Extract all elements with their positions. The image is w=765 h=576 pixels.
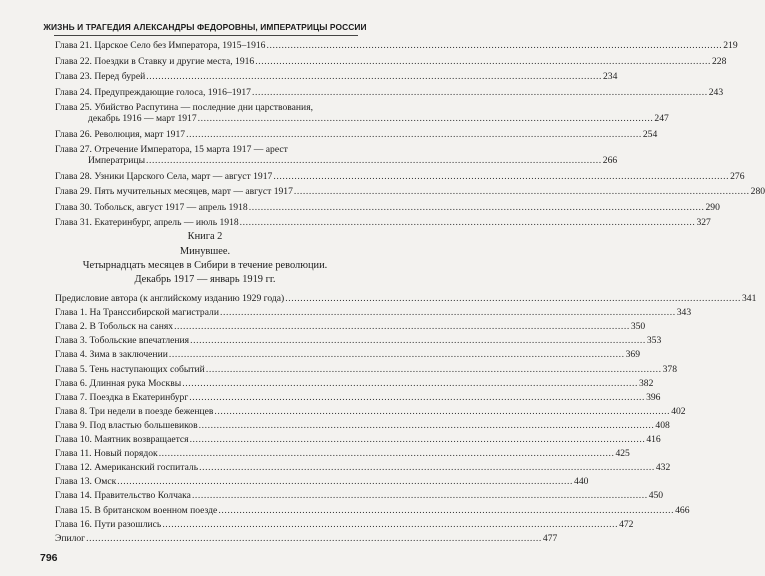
toc-entry <box>55 170 745 183</box>
toc-entry-title: Глава 23. Перед бурей <box>55 71 146 82</box>
dot-leader <box>190 335 646 347</box>
toc-entry-title: Глава 14. Правительство Колчака <box>55 490 191 502</box>
toc-entry-page: 234 <box>602 71 618 82</box>
toc-entry-page: 472 <box>619 518 634 530</box>
toc-entry <box>55 391 661 404</box>
toc-entry-page: 369 <box>625 349 640 361</box>
book-label: Книга 2 <box>187 231 223 242</box>
toc-entry-page: 425 <box>615 448 630 460</box>
toc-entry-page: 396 <box>646 391 661 403</box>
toc-entry-title-continued: декабрь 1916 — март 1917 <box>88 113 197 124</box>
toc-entry <box>55 55 727 68</box>
dot-leader <box>146 71 602 83</box>
page-number: 796 <box>40 552 58 564</box>
toc-entry-title: Глава 16. Пути разошлись <box>55 518 162 530</box>
dot-leader <box>174 321 630 333</box>
toc-entry <box>55 476 589 488</box>
toc-entry <box>55 405 686 418</box>
dot-leader <box>285 293 741 305</box>
toc-entry <box>55 201 720 214</box>
toc-entry <box>55 217 711 229</box>
toc-entry-title: Глава 9. Под властью большевиков <box>55 419 198 431</box>
toc-entry-page: 378 <box>662 363 677 375</box>
toc-entry-title: Глава 2. В Тобольск на санях <box>55 321 174 333</box>
toc-entry-title: Глава 8. Три недели в поезде беженцев <box>55 405 214 417</box>
toc-entry-page: 254 <box>642 128 658 140</box>
running-header: ЖИЗНЬ И ТРАГЕДИЯ АЛЕКСАНДРЫ ФЕДОРОВНЫ, ИМПЕРАТРИЦЫ РОССИИ <box>43 22 367 32</box>
toc-entry-title: Эпилог <box>55 532 86 544</box>
toc-entry-page: 343 <box>676 307 692 319</box>
dot-leader <box>240 217 696 229</box>
toc-entry <box>55 448 630 460</box>
toc-entry-page: 219 <box>723 40 738 51</box>
toc-entry <box>55 128 658 141</box>
toc-entry-title: Предисловие автора (к английскому изданию 1929 года) <box>55 293 285 304</box>
book-title-line-2: Декабрь 1917 — январь 1919 гг. <box>134 274 276 285</box>
toc-entry-title: Глава 6. Длинная рука Москвы <box>55 377 182 389</box>
dot-leader <box>206 364 662 376</box>
dot-leader <box>294 186 750 198</box>
toc-entry-title: Глава 25. Убийство Распутина — последние дни царствования, <box>55 102 314 113</box>
toc-entry <box>55 40 738 52</box>
dot-leader <box>186 129 642 141</box>
dot-leader <box>252 87 708 99</box>
toc-entry <box>55 186 765 198</box>
toc-entry-page: 228 <box>712 55 727 67</box>
toc-entry-page: 266 <box>602 155 618 166</box>
toc-entry-title: Глава 10. Маятник возвращается <box>55 434 189 445</box>
toc-entry-title: Глава 4. Зима в заключении <box>55 349 168 361</box>
toc-entry <box>55 86 724 99</box>
dot-leader <box>169 349 625 361</box>
toc-entry <box>55 321 646 333</box>
toc-entry <box>55 490 664 502</box>
toc-entry-title: Глава 24. Предупреждающие голоса, 1916–1917 <box>55 86 251 98</box>
toc-entry-title: Глава 3. Тобольские впечатления <box>55 335 190 347</box>
toc-entry-page: 327 <box>696 217 711 228</box>
toc-entry-page: 440 <box>574 476 589 488</box>
toc-entry <box>55 419 670 432</box>
toc-entry-title: Глава 13. Омск <box>55 476 117 488</box>
toc-entry <box>55 532 558 545</box>
dot-leader <box>198 113 654 125</box>
toc-entry-title: Глава 5. Тень наступающих событий <box>55 363 205 375</box>
toc-entry-page: 247 <box>654 113 669 124</box>
toc-entry-page: 350 <box>630 321 646 333</box>
toc-entry-page: 243 <box>708 86 724 98</box>
dot-leader <box>273 171 729 183</box>
toc-entry <box>55 335 662 347</box>
dot-leader <box>86 533 542 545</box>
dot-leader <box>199 420 655 432</box>
dot-leader <box>192 490 648 502</box>
dot-leader <box>190 434 646 446</box>
toc-entry <box>55 504 690 517</box>
dot-leader <box>182 378 638 390</box>
toc-entry-page: 432 <box>655 462 671 474</box>
toc-entry <box>55 363 677 376</box>
book-title-line-1: Четырнадцать месяцев в Сибири в течение революции. <box>82 260 328 271</box>
toc-entry-title: Глава 22. Поездки в Ставку и другие места, 1916 <box>55 55 255 67</box>
toc-entry-page: 466 <box>675 504 690 516</box>
dot-leader <box>220 307 676 319</box>
dot-leader <box>214 406 670 418</box>
toc-entry-title: Глава 26. Революция, март 1917 <box>55 128 186 140</box>
toc-entry-title: Глава 30. Тобольск, август 1917 — апрель 1918 <box>55 201 248 213</box>
toc-entry-title: Глава 15. В британском военном поезде <box>55 504 218 516</box>
toc-entry <box>55 434 661 446</box>
toc-entry-title: Глава 7. Поездка в Екатеринбург <box>55 391 189 403</box>
dot-leader <box>146 155 602 167</box>
toc-entry <box>55 377 654 390</box>
toc-entry-page: 382 <box>638 377 654 389</box>
header-rule <box>54 35 358 36</box>
dot-leader <box>249 202 705 214</box>
toc-entry-page: 353 <box>646 335 662 347</box>
toc-entry-title: Глава 1. На Транссибирской магистрали <box>55 307 219 319</box>
dot-leader <box>266 40 722 52</box>
toc-entry-page: 280 <box>750 186 765 197</box>
dot-leader <box>162 519 618 531</box>
toc-entry <box>55 293 757 305</box>
toc-entry-continuation <box>88 155 618 167</box>
toc-entry-title: Глава 28. Узники Царского Села, март — август 1917 <box>55 170 273 182</box>
dot-leader <box>117 476 573 488</box>
toc-entry-page: 416 <box>646 434 661 445</box>
toc-entry-page: 290 <box>705 201 720 213</box>
toc-entry-page: 450 <box>648 490 664 502</box>
toc-entry <box>55 349 640 361</box>
toc-entry-title: Глава 31. Екатеринбург, апрель — июль 1918 <box>55 217 239 228</box>
toc-entry-page: 477 <box>542 532 558 544</box>
toc-entry-page: 341 <box>742 293 757 304</box>
toc-entry <box>55 71 618 83</box>
toc-entry-continuation <box>88 113 669 125</box>
toc-entry-title: Глава 29. Пять мучительных месяцев, март — август 1917 <box>55 186 293 197</box>
dot-leader <box>218 505 674 517</box>
toc-entry <box>55 462 671 474</box>
dot-leader <box>199 462 655 474</box>
toc-entry-title: Глава 12. Американский госпиталь <box>55 462 199 474</box>
toc-entry-title: Глава 11. Новый порядок <box>55 448 158 460</box>
book-subtitle: Минувшее. <box>179 246 231 257</box>
toc-entry-title: Глава 21. Царское Село без Императора, 1915–1916 <box>55 40 266 51</box>
toc-entry <box>55 518 634 531</box>
dot-leader <box>255 56 711 68</box>
toc-entry-page: 408 <box>655 419 670 431</box>
toc-entry <box>55 307 692 319</box>
dot-leader <box>189 392 645 404</box>
toc-entry-page: 276 <box>730 170 745 182</box>
dot-leader <box>159 448 615 460</box>
toc-entry-title: Глава 27. Отречение Императора, 15 марта 1917 — арест <box>55 144 288 155</box>
toc-entry-page: 402 <box>671 405 686 417</box>
toc-entry-title-continued: Императрицы <box>88 155 146 166</box>
